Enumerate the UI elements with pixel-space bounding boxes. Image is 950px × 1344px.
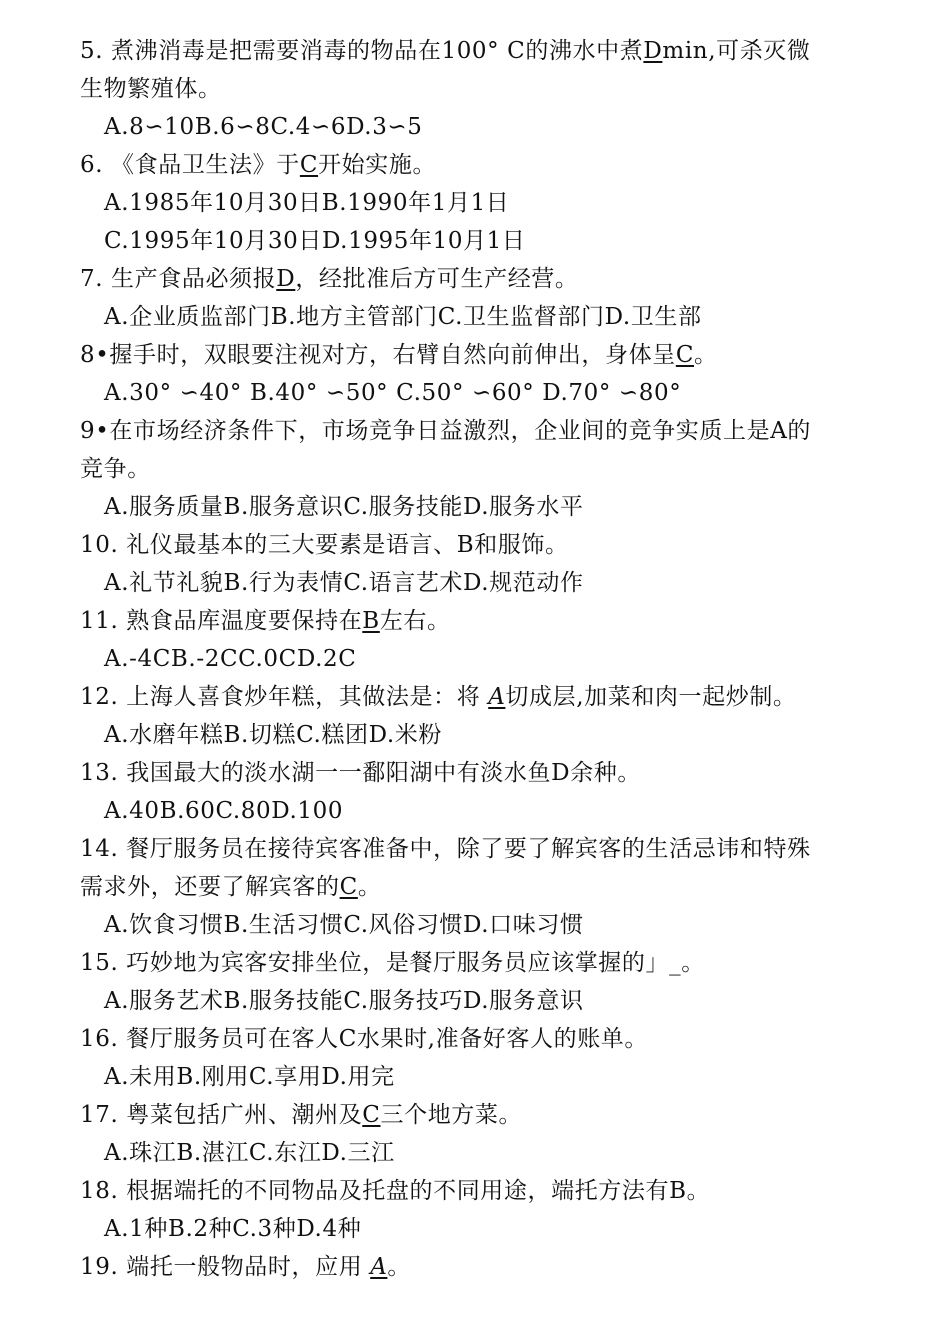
exam-document xyxy=(80,32,880,1286)
question-text: 竞争。 xyxy=(80,456,151,482)
question-text: 。 xyxy=(387,1254,412,1280)
answer-blank: D xyxy=(276,266,296,292)
question-block xyxy=(80,412,880,526)
question-block xyxy=(80,1248,880,1286)
question-text: 14. 餐厅服务员在接待宾客准备中，除了要了解宾客的生活忌讳和特殊 xyxy=(80,836,811,862)
question-text: 三个地方菜。 xyxy=(380,1102,523,1128)
question-block xyxy=(80,260,880,336)
question-line xyxy=(80,944,880,982)
question-line xyxy=(80,146,880,184)
question-text: 7. 生产食品必须报 xyxy=(80,266,277,292)
answer-options: C.1995年10月30日D.1995年10月1日 xyxy=(104,228,526,254)
question-text: 9•在市场经济条件下，市场竞争日益激烈，企业间的竞争实质上是A的 xyxy=(80,418,812,444)
answer-options: A.-4CB.-2CC.0CD.2C xyxy=(104,646,357,672)
answer-options: A.水磨年糕B.切糕C.糕团D.米粉 xyxy=(104,722,442,748)
question-text: 需求外，还要了解宾客的 xyxy=(80,874,340,900)
question-text: ，经批准后方可生产经营。 xyxy=(295,266,579,292)
question-block xyxy=(80,336,880,412)
answer-options: A.礼节礼貌B.行为表情C.语言艺术D.规范动作 xyxy=(104,570,584,596)
answer-options: A.1种B.2种C.3种D.4种 xyxy=(104,1216,362,1242)
question-block xyxy=(80,678,880,754)
question-line xyxy=(80,754,880,792)
answer-options: A.30° ∽40° B.40° ∽50° C.50° ∽60° D.70° ∽80° xyxy=(104,380,682,406)
question-text: 19. 端托一般物品时，应用 xyxy=(80,1254,371,1280)
question-block xyxy=(80,754,880,830)
question-text: 。 xyxy=(694,342,718,368)
question-text: 切成层,加菜和肉一起炒制。 xyxy=(505,684,797,710)
question-line xyxy=(80,1248,880,1286)
question-line xyxy=(80,32,880,70)
question-text: 8•握手时，双眼要注视对方，右臂自然向前伸出，身体呈 xyxy=(80,342,676,368)
question-line xyxy=(80,1020,880,1058)
question-line xyxy=(80,260,880,298)
question-block xyxy=(80,1096,880,1172)
answer-blank: C xyxy=(339,874,358,900)
answer-options: A.未用B.刚用C.享用D.用完 xyxy=(104,1064,395,1090)
answer-options: A.40B.60C.80D.100 xyxy=(104,798,344,824)
question-text: 。 xyxy=(357,874,382,900)
answer-options: A.企业质监部门B.地方主管部门C.卫生监督部门D.卫生部 xyxy=(104,304,702,330)
question-block xyxy=(80,146,880,260)
question-text: 12. 上海人喜食炒年糕，其做法是：将 xyxy=(80,684,489,710)
answer-blank: B xyxy=(362,608,380,634)
question-line xyxy=(80,1096,880,1134)
answer-blank: C xyxy=(299,152,319,178)
question-text: 11. 熟食品库温度要保持在 xyxy=(80,608,363,634)
question-line xyxy=(80,602,880,640)
question-block xyxy=(80,32,880,146)
question-line xyxy=(80,868,880,906)
question-block xyxy=(80,602,880,678)
answer-options: A.1985年10月30日B.1990年1月1日 xyxy=(104,190,510,216)
answer-blank: A xyxy=(370,1254,388,1280)
question-text: min,可杀灭微 xyxy=(662,38,811,64)
question-block xyxy=(80,1020,880,1096)
question-text: 13. 我国最大的淡水湖一一鄱阳湖中有淡水鱼D余种。 xyxy=(80,760,641,786)
question-text: 开始实施。 xyxy=(318,152,437,178)
question-block xyxy=(80,526,880,602)
question-block xyxy=(80,1172,880,1248)
question-line xyxy=(80,336,880,374)
question-line xyxy=(80,526,880,564)
answer-blank: D xyxy=(643,38,663,64)
answer-options: A.饮食习惯B.生活习惯C.风俗习惯D.口味习惯 xyxy=(104,912,584,938)
question-text: 5. 煮沸消毒是把需要消毒的物品在100° C的沸水中煮 xyxy=(80,38,644,64)
question-block xyxy=(80,944,880,1020)
question-text: 16. 餐厅服务员可在客人C水果时,准备好客人的账单。 xyxy=(80,1026,648,1052)
question-text: 6. 《食品卫生法》于 xyxy=(80,152,300,178)
answer-blank: A xyxy=(488,684,506,710)
answer-blank: C xyxy=(362,1102,381,1128)
answer-options: A.服务艺术B.服务技能C.服务技巧D.服务意识 xyxy=(104,988,584,1014)
question-line xyxy=(80,70,880,108)
question-text: 10. 礼仪最基本的三大要素是语言、B和服饰。 xyxy=(80,532,569,558)
question-text: 左右。 xyxy=(379,608,451,634)
question-text: 17. 粤菜包括广州、潮州及 xyxy=(80,1102,363,1128)
question-text: 18. 根据端托的不同物品及托盘的不同用途，端托方法有B。 xyxy=(80,1178,711,1204)
question-line xyxy=(80,450,880,488)
question-text: 15. 巧妙地为宾客安排坐位，是餐厅服务员应该掌握的」_。 xyxy=(80,950,705,976)
question-block xyxy=(80,830,880,944)
question-line xyxy=(80,830,880,868)
answer-options: A.8∽10B.6∽8C.4∽6D.3∽5 xyxy=(104,114,423,140)
answer-blank: C xyxy=(675,342,695,368)
question-line xyxy=(80,412,880,450)
answer-options: A.珠江B.湛江C.东江D.三江 xyxy=(104,1140,395,1166)
question-line xyxy=(80,678,880,716)
answer-options: A.服务质量B.服务意识C.服务技能D.服务水平 xyxy=(104,494,584,520)
question-line xyxy=(80,1172,880,1210)
question-text: 生物繁殖体。 xyxy=(80,76,222,102)
